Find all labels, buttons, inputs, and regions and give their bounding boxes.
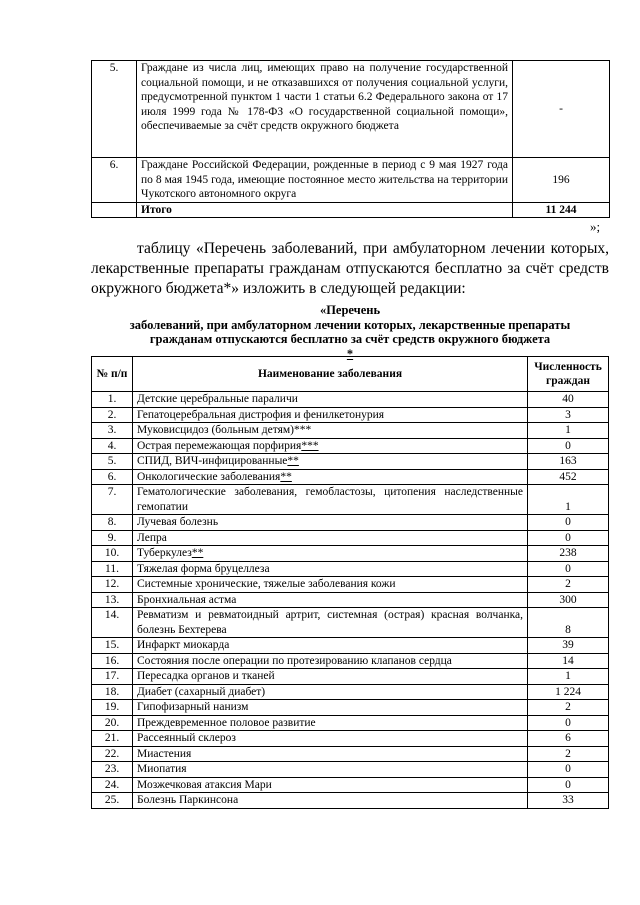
table-row (92, 546, 609, 562)
row-number: 2. (92, 407, 133, 423)
title-line-1: «Перечень (319, 303, 381, 317)
patient-count: 1 (528, 423, 609, 439)
patient-count: 8 (528, 608, 609, 638)
disease-name: Детские церебральные параличи (133, 392, 528, 408)
patient-count: 0 (528, 777, 609, 793)
header-number: № п/п (92, 357, 133, 392)
disease-name: Муковисцидоз (больным детям)*** (133, 423, 528, 439)
disease-name: Лепра (133, 530, 528, 546)
table-row (92, 731, 609, 747)
row-value: 196 (513, 158, 610, 203)
table-row (92, 746, 609, 762)
header-name: Наименование заболевания (133, 357, 528, 392)
patient-count: 452 (528, 469, 609, 485)
footnote-mark: *** (301, 439, 319, 452)
row-number: 25. (92, 793, 133, 809)
disease-name: Бронхиальная астма (133, 592, 528, 608)
patient-count: 39 (528, 638, 609, 654)
table-row (92, 158, 610, 203)
table-row (92, 777, 609, 793)
total-row (92, 202, 610, 218)
table-row (92, 469, 609, 485)
row-number: 5. (92, 454, 133, 470)
row-number: 22. (92, 746, 133, 762)
footnote-mark: ** (191, 547, 204, 559)
patient-count: 1 (528, 669, 609, 685)
row-number: 9. (92, 530, 133, 546)
disease-name: Лучевая болезнь (133, 515, 528, 531)
patient-count: 163 (528, 454, 609, 470)
row-value: - (513, 61, 610, 158)
patient-count: 14 (528, 653, 609, 669)
disease-name: Диабет (сахарный диабет) (133, 684, 528, 700)
table-row (92, 684, 609, 700)
disease-name: Гипофизарный нанизм (133, 700, 528, 716)
disease-name: Тяжелая форма бруцеллеза (133, 561, 528, 577)
patient-count: 300 (528, 592, 609, 608)
disease-name: Онкологические заболевания** (133, 469, 528, 485)
table-title (91, 303, 609, 361)
table-row (92, 592, 609, 608)
row-number: 5. (92, 61, 137, 158)
row-number: 7. (92, 485, 133, 515)
row-number: 18. (92, 684, 133, 700)
footnote-mark: ** (280, 470, 292, 483)
table-row (92, 61, 610, 158)
row-number: 6. (92, 158, 137, 203)
patient-count: 6 (528, 731, 609, 747)
disease-name: Миопатия (133, 762, 528, 778)
patient-count: 33 (528, 793, 609, 809)
disease-name: Пересадка органов и тканей (133, 669, 528, 685)
patient-count: 0 (528, 715, 609, 731)
footnote-mark: ** (287, 455, 299, 467)
row-number: 16. (92, 653, 133, 669)
row-number: 10. (92, 546, 133, 562)
row-number: 6. (92, 469, 133, 485)
table-row (92, 454, 609, 470)
row-number: 13. (92, 592, 133, 608)
disease-name: Острая перемежающая порфирия*** (133, 438, 528, 454)
title-line-2: заболеваний, при амбулаторном лечении которых, лекарственные препараты (129, 317, 571, 332)
patient-count: 0 (528, 530, 609, 546)
table-row (92, 485, 609, 515)
table-row (92, 392, 609, 408)
disease-name: Ревматизм и ревматоидный артрит, системная (острая) красная волчанка, болезнь Бехтерева (133, 608, 528, 638)
patient-count: 0 (528, 561, 609, 577)
patient-count: 0 (528, 438, 609, 454)
total-value: 11 244 (513, 202, 610, 218)
table-row (92, 638, 609, 654)
disease-name: СПИД, ВИЧ-инфицированные** (133, 454, 528, 470)
row-number: 20. (92, 715, 133, 731)
table-header-row (92, 357, 609, 392)
disease-name: Болезнь Паркинсона (133, 793, 528, 809)
header-count: Численность граждан (528, 357, 609, 392)
disease-name: Системные хронические, тяжелые заболевания кожи (133, 577, 528, 593)
patient-count: 3 (528, 407, 609, 423)
row-number: 8. (92, 515, 133, 531)
row-number: 11. (92, 561, 133, 577)
table-row (92, 438, 609, 454)
closing-quote: »; (590, 219, 601, 234)
table-row (92, 793, 609, 809)
table-row (92, 407, 609, 423)
table-row (92, 515, 609, 531)
patient-count: 1 224 (528, 684, 609, 700)
row-number: 12. (92, 577, 133, 593)
patient-count: 0 (528, 762, 609, 778)
disease-name: Рассеянный склероз (133, 731, 528, 747)
patient-count: 238 (528, 546, 609, 562)
row-number: 3. (92, 423, 133, 439)
table-row (92, 653, 609, 669)
table-row (92, 700, 609, 716)
row-number: 14. (92, 608, 133, 638)
row-number: 23. (92, 762, 133, 778)
row-number: 17. (92, 669, 133, 685)
disease-name: Преждевременное половое развитие (133, 715, 528, 731)
row-description: Граждане из числа лиц, имеющих право на получение государственной социальной помощи, и не отказавшихся от получения социальной услуги, предусмотренной пунктом 1 части 1 статьи 6.2 Федерального закона от 17 июля 1999 года № 178-ФЗ «О государственной социальной помощи», обеспечиваемые за счёт средств окружного бюджета (137, 61, 513, 158)
disease-name: Миастения (133, 746, 528, 762)
patient-count: 40 (528, 392, 609, 408)
row-description: Граждане Российской Федерации, рожденные в период с 9 мая 1927 года по 8 мая 1945 года, имеющие постоянное место жительства на территории Чукотского автономного округа (137, 158, 513, 203)
patient-count: 2 (528, 746, 609, 762)
patient-count: 1 (528, 485, 609, 515)
table-row (92, 608, 609, 638)
row-number: 15. (92, 638, 133, 654)
patient-count: 2 (528, 700, 609, 716)
disease-name: Гематологические заболевания, гемобластозы, цитопения наследственные гемопатии (133, 485, 528, 515)
body-paragraph: таблицу «Перечень заболеваний, при амбулаторном лечении которых, лекарственные препараты гражданам отпускаются бесплатно за счёт средств окружного бюджета*» изложить в следующей редакции: (91, 240, 609, 297)
diseases-table (91, 356, 609, 809)
prior-table (91, 60, 610, 218)
patient-count: 2 (528, 577, 609, 593)
table-row (92, 715, 609, 731)
row-number: 19. (92, 700, 133, 716)
disease-name: Гепатоцеребральная дистрофия и фенилкетонурия (133, 407, 528, 423)
disease-name: Мозжечковая атаксия Мари (133, 777, 528, 793)
table-row (92, 561, 609, 577)
row-number: 4. (92, 438, 133, 454)
patient-count: 0 (528, 515, 609, 531)
disease-name: Состояния после операции по протезированию клапанов сердца (133, 653, 528, 669)
disease-name: Туберкулез** (133, 546, 528, 562)
table-row (92, 530, 609, 546)
row-number: 1. (92, 392, 133, 408)
table-row (92, 577, 609, 593)
title-footnote-mark: * (346, 346, 354, 361)
title-line-3: гражданам отпускаются бесплатно за счёт средств окружного бюджета * (91, 332, 609, 361)
row-number: 21. (92, 731, 133, 747)
table-row (92, 423, 609, 439)
row-number: 24. (92, 777, 133, 793)
table-row (92, 669, 609, 685)
table-row (92, 762, 609, 778)
total-label: Итого (137, 202, 513, 218)
disease-name: Инфаркт миокарда (133, 638, 528, 654)
